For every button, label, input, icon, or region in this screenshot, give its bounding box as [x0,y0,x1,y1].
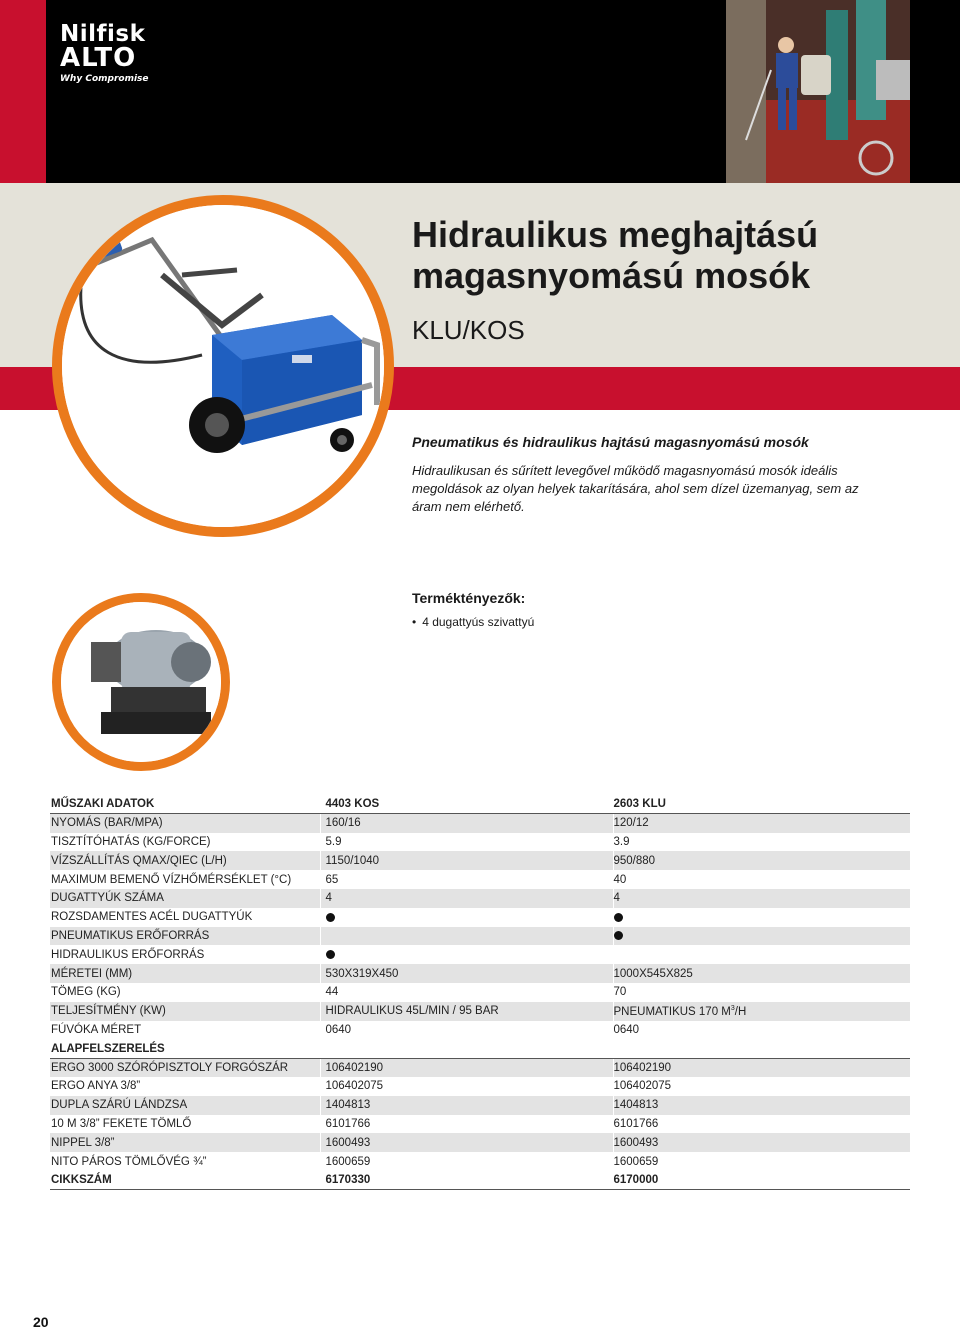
spec-cell: MAXIMUM BEMENŐ VÍZHŐMÉRSÉKLET (°C) [51,873,292,886]
spec-cell: 6101766 [613,1115,910,1134]
spec-row [50,983,910,1002]
spec-row [50,1133,910,1152]
spec-cell: PNEUMATIKUS ERŐFORRÁS [50,927,320,946]
spec-table [50,795,910,1190]
spec-footer-row [50,1171,910,1190]
spec-cell: NIPPEL 3/8” [50,1133,320,1152]
spec-row [50,1058,910,1077]
spec-row [50,927,910,946]
spec-cell: 1600493 [613,1133,910,1152]
spec-cell: 70 [613,983,910,1002]
spec-cell: TELJESÍTMÉNY (KW) [50,1002,320,1021]
brand-red-strip [0,0,46,183]
spec-cell: 1404813 [320,1096,613,1115]
pressure-washer-illustration [62,205,384,527]
pump-motor-illustration [61,602,221,762]
spec-row [50,1096,910,1115]
logo-line1: Nilfisk [60,21,146,47]
logo-line2: ALTO [60,43,137,73]
spec-cell: 530X319X450 [320,964,613,983]
spec-cell: 1150/1040 [320,851,613,870]
worker-cleaning-illustration [726,0,910,183]
intro-heading: Pneumatikus és hidraulikus hajtású magasnyomású mosók [412,434,809,450]
spec-cell: MÉRETEI (MM) [50,964,320,983]
unit-superscript: 3 [730,1004,735,1012]
intro-paragraph: Hidraulikusan és sűrített levegővel működő magasnyomású mosók ideális megoldások az olyan helyek takarítására, ahol sem dízel üzemanyag, sem az áram nem elérhető. [412,463,859,514]
spec-row [50,851,910,870]
spec-cell: 106402190 [320,1058,613,1077]
spec-cell: 5.9 [320,833,613,852]
spec-row [50,1077,910,1096]
spec-cell: ERGO ANYA 3/8” [51,1080,141,1093]
spec-cell [613,908,910,927]
spec-header-row [50,795,910,814]
spec-cell [613,945,910,964]
spec-cell: 6170330 [320,1171,613,1190]
check-dot-icon [614,913,623,922]
spec-cell [320,945,613,964]
spec-row [50,1115,910,1134]
page-number: 20 [33,1314,49,1330]
spec-cell: NITO PÁROS TÖMLŐVÉG ¾” [51,1155,207,1168]
spec-cell: 4403 KOS [320,795,613,814]
spec-cell: FÚVÓKA MÉRET [51,1023,142,1036]
spec-cell [320,908,613,927]
spec-cell: 6170000 [613,1171,910,1190]
logo-tagline: Why Compromise [60,74,149,84]
spec-cell: NYOMÁS (BAR/MPA) [50,814,320,833]
spec-row [50,1152,910,1171]
page-subtitle: KLU/KOS [412,315,525,345]
pump-photo-frame [52,593,230,771]
spec-cell [613,927,910,946]
spec-cell: 65 [320,870,613,889]
check-dot-icon [326,950,335,959]
spec-cell: 1000X545X825 [613,964,910,983]
spec-cell: 10 M 3/8” FEKETE TÖMLŐ [51,1117,192,1130]
check-dot-icon [326,913,335,922]
features-heading: Terméktényezők: [412,590,526,606]
spec-cell: 6101766 [320,1115,613,1134]
spec-cell: ERGO 3000 SZÓRÓPISZTOLY FORGÓSZÁR [50,1058,320,1077]
spec-cell: HIDRAULIKUS ERŐFORRÁS [51,948,205,961]
power-value: PNEUMATIKUS 170 M [613,1005,731,1018]
spec-cell: DUGATTYÚK SZÁMA [50,889,320,908]
spec-cell [320,927,613,946]
spec-row [50,964,910,983]
page-title: Hidraulikus meghajtású magasnyomású mosók [412,214,819,296]
nilfisk-alto-logo [60,22,149,84]
spec-section-row [50,1039,910,1058]
spec-cell: 1404813 [613,1096,910,1115]
spec-cell [320,1039,613,1058]
spec-cell: ROZSDAMENTES ACÉL DUGATTYÚK [51,911,253,924]
spec-cell: 4 [320,889,613,908]
spec-row [50,945,910,964]
spec-cell [613,1002,910,1021]
spec-cell: 2603 KLU [613,795,910,814]
spec-cell: CIKKSZÁM [50,1171,320,1190]
spec-cell: 106402075 [613,1077,910,1096]
spec-cell: 0640 [613,1021,910,1040]
spec-cell: 0640 [320,1021,613,1040]
pressure-washer-photo-frame [52,195,394,537]
spec-cell: 40 [613,870,910,889]
spec-cell: 1600493 [320,1133,613,1152]
spec-cell: 4 [613,889,910,908]
feature-item: • 4 dugattyús szivattyú [412,615,534,629]
spec-cell: 120/12 [613,814,910,833]
spec-cell: 106402190 [613,1058,910,1077]
spec-row [50,833,910,852]
spec-cell: TÖMEG (KG) [51,986,121,999]
spec-cell: HIDRAULIKUS 45L/MIN / 95 BAR [320,1002,613,1021]
spec-cell: 1600659 [320,1152,613,1171]
spec-row [50,814,910,833]
features-list [412,615,534,629]
spec-row [50,870,910,889]
spec-cell: 106402075 [320,1077,613,1096]
unit-suffix: /H [734,1005,747,1018]
spec-cell: 950/880 [613,851,910,870]
spec-cell: 3.9 [613,833,910,852]
spec-cell: TISZTÍTÓHATÁS (KG/FORCE) [51,835,211,848]
spec-cell: 1600659 [613,1152,910,1171]
spec-cell: ALAPFELSZERELÉS [50,1039,320,1058]
spec-cell: DUPLA SZÁRÚ LÁNDZSA [50,1096,320,1115]
check-dot-icon [614,931,623,940]
spec-row [50,1021,910,1040]
spec-cell [613,1039,910,1058]
spec-cell: 44 [320,983,613,1002]
spec-row [50,889,910,908]
spec-row [50,1002,910,1021]
spec-cell: VÍZSZÁLLÍTÁS QMAX/QIEC (L/H) [50,851,320,870]
worker-cleaning-photo [726,0,910,183]
spec-cell: 160/16 [320,814,613,833]
spec-row [50,908,910,927]
spec-cell: MŰSZAKI ADATOK [50,795,320,814]
